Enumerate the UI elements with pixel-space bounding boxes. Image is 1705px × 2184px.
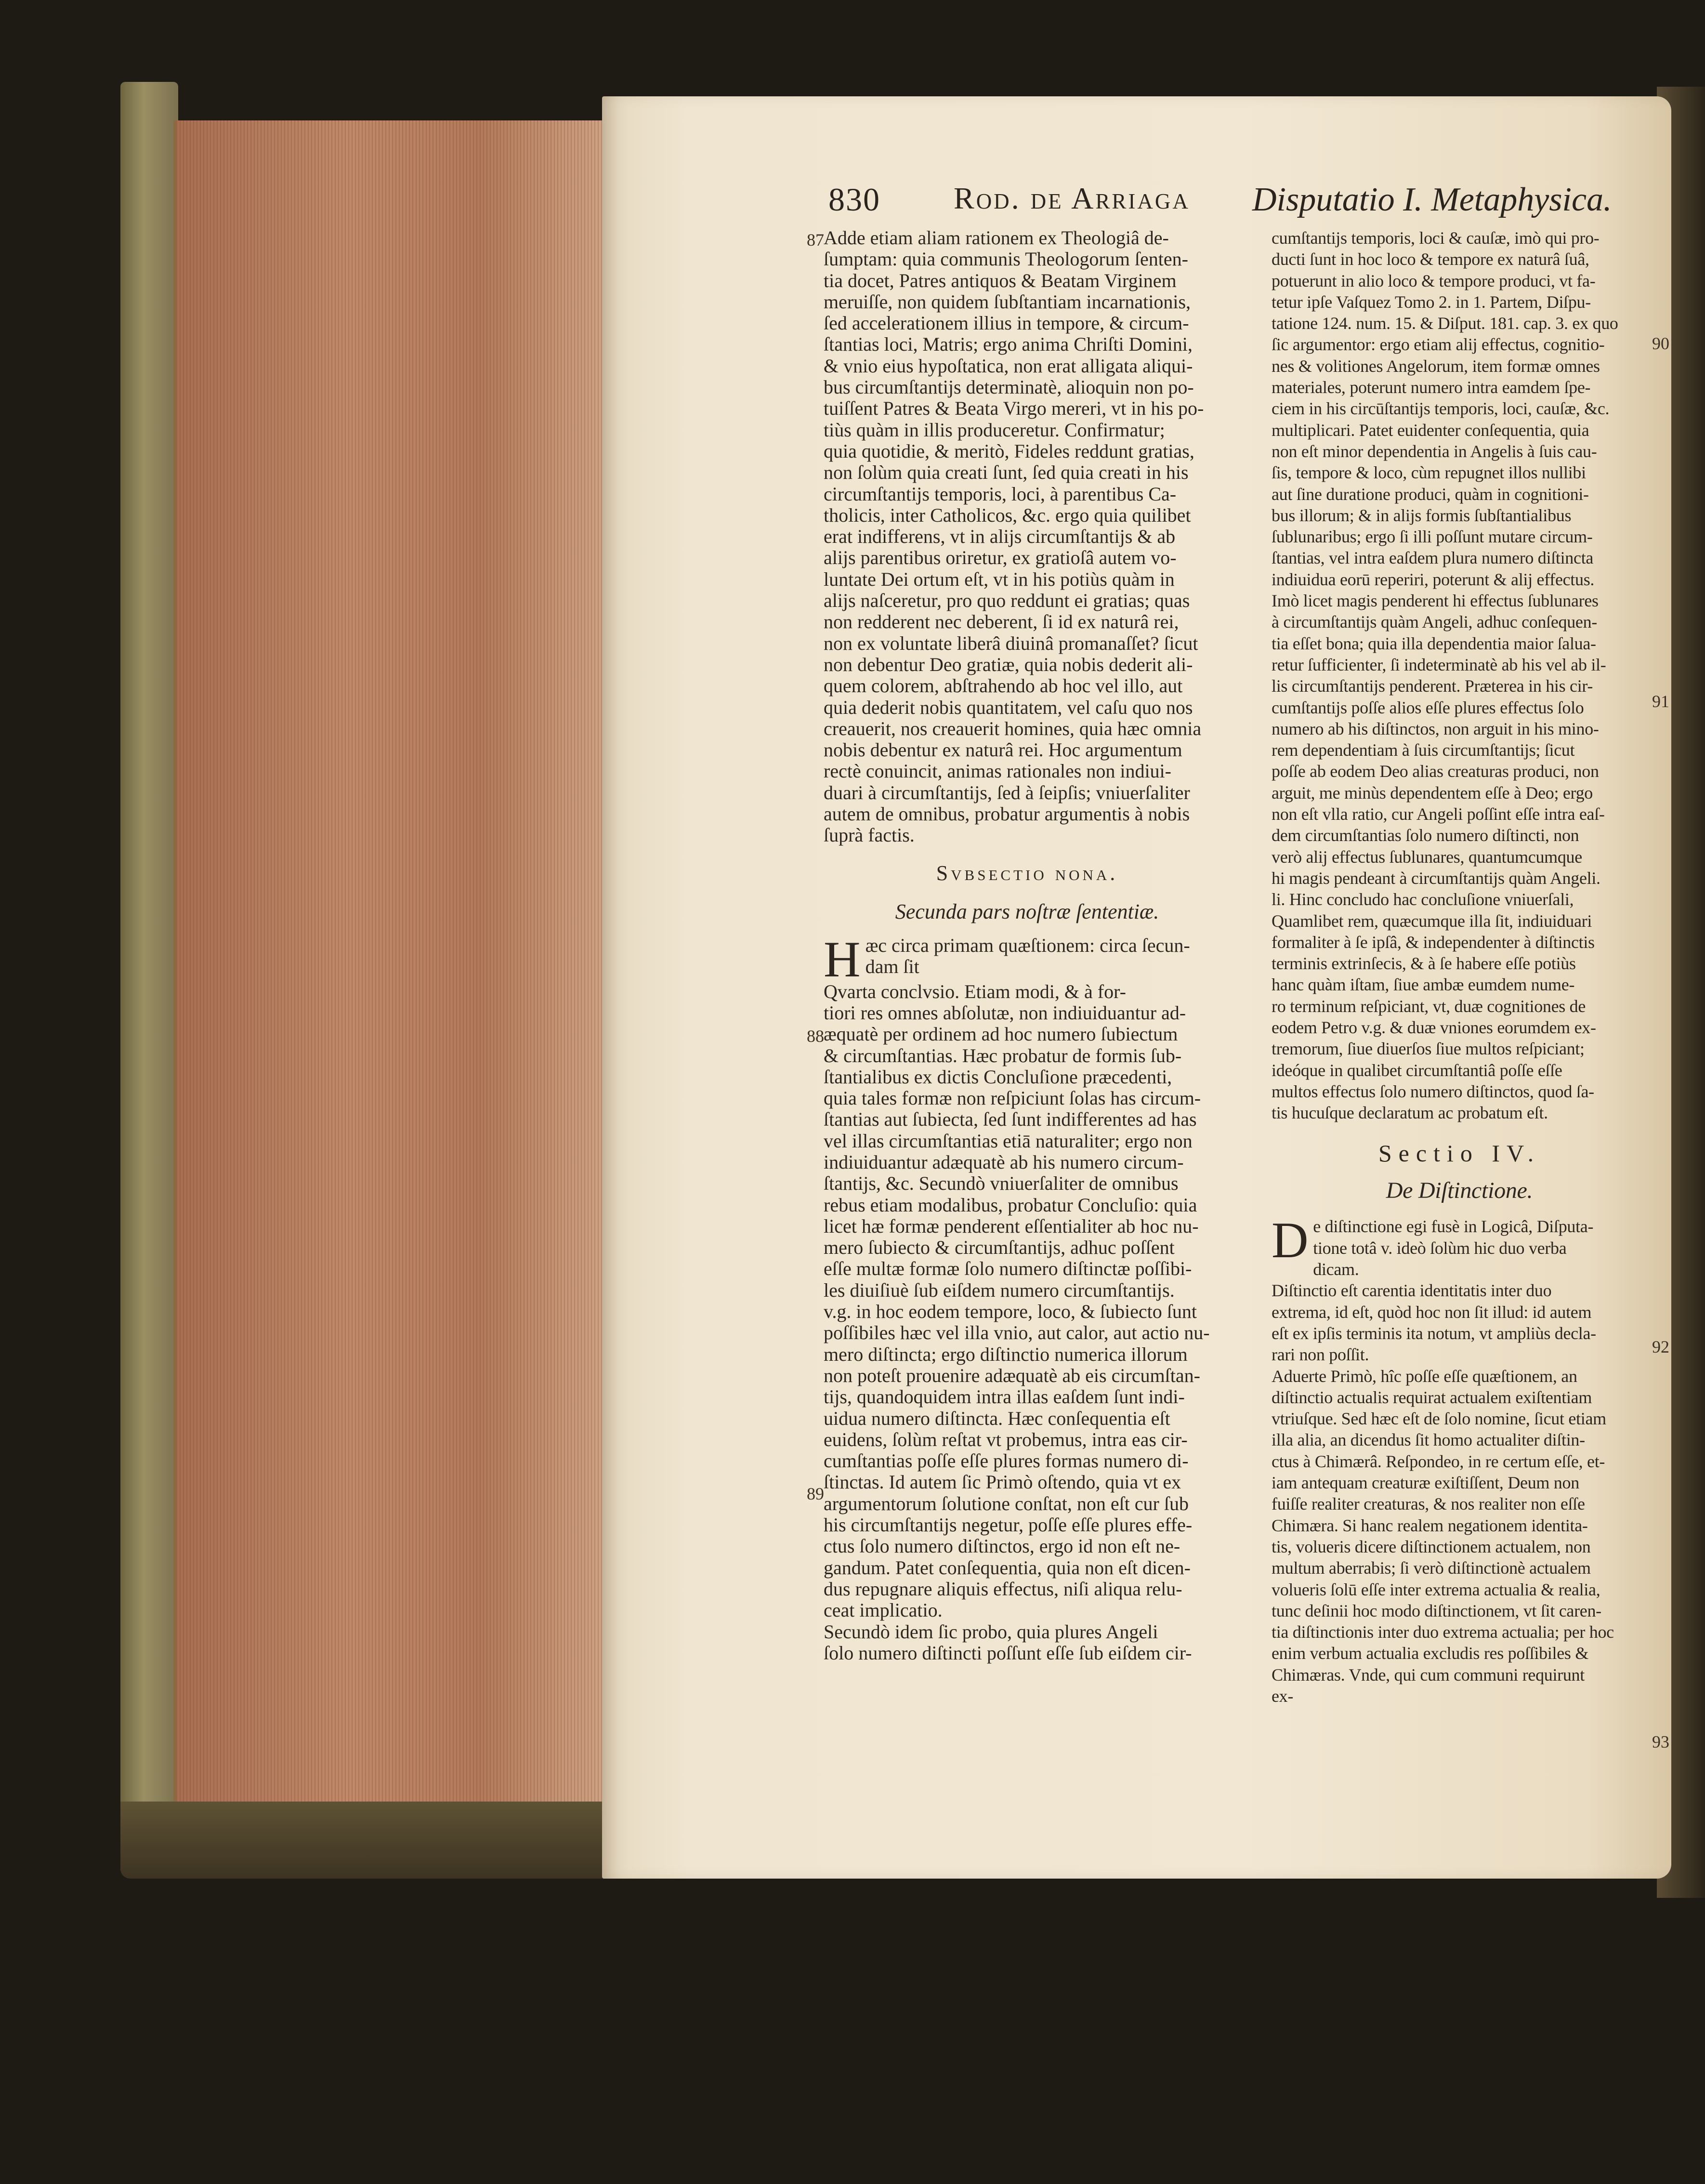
text-line: numero ab his diſtinctos, non arguit in his mino- xyxy=(1272,719,1599,738)
subsection-heading: Svbsectio nona. xyxy=(936,861,1118,885)
text-line: formaliter à ſe ipſâ, & independenter à diſtinctis xyxy=(1272,932,1595,952)
text-line: rari non poſſit. xyxy=(1272,1345,1369,1365)
text-line: vtriuſque. Sed hæc eſt de ſolo nomine, ſicut etiam xyxy=(1272,1409,1606,1429)
text-line: æquatè per ordinem ad hoc numero ſubiectum xyxy=(824,1024,1178,1045)
text-line: Quamlibet rem, quæcumque illa ſit, indiuiduari xyxy=(1272,911,1592,931)
text-line: mero ſubiecto & circumſtantijs, adhuc poſſent xyxy=(824,1237,1175,1259)
text-line: ſtinctas. Id autem ſic Primò oſtendo, quia vt ex xyxy=(824,1472,1181,1493)
text-line: licet hæ formæ penderent eſſentialiter ab hoc nu- xyxy=(824,1215,1199,1237)
text-line: luntate Dei ortum eſt, vt in his potiùs quàm in xyxy=(824,568,1175,590)
text-line: meruiſſe, non quidem ſubſtantiam incarnationis, xyxy=(824,291,1191,313)
text-line: indiuidua eorū reperiri, poterunt & alij effectus. xyxy=(1272,569,1595,589)
book-page xyxy=(602,96,1671,1879)
text-line: nobis debentur ex naturâ rei. Hoc argumentum xyxy=(824,739,1182,761)
text-line: multos effectus ſolo numero diſtinctos, quod ſa- xyxy=(1272,1081,1594,1101)
text-line: his circumſtantijs negetur, poſſe eſſe plures effe- xyxy=(824,1514,1193,1536)
text-line: volueris ſolū eſſe inter extrema actualia & realia, xyxy=(1272,1579,1600,1599)
text-line: duari à circumſtantijs, ſed à ſeipſis; vniuerſaliter xyxy=(824,782,1190,803)
text-line: retur ſufficienter, ſi indeterminatè ab his vel ab il- xyxy=(1272,655,1606,674)
text-line: rem dependentiam à ſuis circumſtantijs; ſicut xyxy=(1272,740,1575,760)
text-line: uidua numero diſtincta. Hæc conſequentia eſt xyxy=(824,1408,1170,1429)
text-line: ſis, tempore & loco, cùm repugnet illos nullibi xyxy=(1272,463,1586,483)
text-line: multiplicari. Patet euidenter conſequentia, quia xyxy=(1272,420,1589,440)
text-line: & circumſtantias. Hæc probatur de formis ſub- xyxy=(824,1045,1182,1066)
text-line: cumſtantijs temporis, loci & cauſæ, imò qui pro- xyxy=(1272,228,1600,248)
text-line: ſtantias, vel intra eaſdem plura numero diſtincta xyxy=(1272,548,1594,568)
text-line: non ſolùm quia creati ſunt, ſed quia creati in his xyxy=(824,462,1189,484)
page-edges-stack xyxy=(173,120,610,1835)
text-line: ſtantijs, &c. Secundò vniuerſaliter de omnibus xyxy=(824,1173,1179,1195)
text-line: quia dederit nobis quantitatem, vel caſu quo nos xyxy=(824,697,1193,718)
text-line: Chimæras. Vnde, qui cum communi requirunt xyxy=(1272,1665,1585,1684)
text-line: Chimæra. Si hanc realem negationem identita- xyxy=(1272,1515,1588,1535)
text-line: fuiſſe realiter creaturas, & nos realiter non eſſe xyxy=(1272,1494,1585,1514)
text-line: extrema, id eſt, quòd hoc non ſit illud: id autem xyxy=(1272,1302,1592,1322)
text-line: alijs parentibus oriretur, ex gratioſâ autem vo- xyxy=(824,547,1177,569)
text-line: illa alia, an dicendus ſit homo actualiter diſtin- xyxy=(1272,1430,1585,1450)
text-line: rebus etiam modalibus, probatur Concluſio: quia xyxy=(824,1194,1197,1216)
text-line: hi magis pendeant à circumſtantijs quàm Angeli. xyxy=(1272,868,1600,888)
header-author: Rod. de Arriaga xyxy=(954,181,1190,215)
text-line: tione totâ v. ideò ſolùm hic duo verba xyxy=(1313,1238,1567,1258)
text-line: quia tales formæ non reſpiciunt ſolas has circum- xyxy=(824,1088,1201,1109)
subsection-subtitle: Secunda pars noſtræ ſententiæ. xyxy=(895,899,1159,923)
text-line: aut ſine duratione produci, quàm in cognitioni- xyxy=(1272,484,1589,504)
text-line: diſtinctio actualis requirat actualem exiſtentiam xyxy=(1272,1387,1592,1407)
margin-number: 89 xyxy=(807,1484,824,1503)
text-line: ſtantialibus ex dictis Concluſione præcedenti, xyxy=(824,1066,1172,1088)
margin-number: 87 xyxy=(807,230,824,250)
running-header xyxy=(828,181,1612,224)
paragraph-with-dropcap xyxy=(824,931,1231,987)
text-line: non redderent nec deberent, ſi id ex naturâ rei, xyxy=(824,611,1179,633)
text-line: circumſtantijs temporis, loci, à parentibus Ca- xyxy=(824,483,1177,505)
text-line: potuerunt in alio loco & tempore produci, vt fa- xyxy=(1272,271,1596,290)
text-line: creauerit, nos creauerit homines, quia hæc omnia xyxy=(824,718,1202,739)
text-line: ſtantias loci, Matris; ergo anima Chriſti Domini, xyxy=(824,334,1193,355)
paragraph xyxy=(1272,227,1647,1123)
text-line: dus repugnare aliquis effectus, niſi aliqua relu- xyxy=(824,1578,1182,1600)
text-line: poſſibiles hæc vel illa vnio, aut calor, aut actio nu- xyxy=(824,1322,1210,1344)
margin-number: 92 xyxy=(1652,1337,1669,1356)
text-line: dicam. xyxy=(1313,1260,1359,1279)
text-line: nes & volitiones Angelorum, item formæ omnes xyxy=(1272,356,1600,376)
drop-cap: H xyxy=(824,931,861,987)
text-line: ſumptam: quia communis Theologorum ſenten- xyxy=(824,249,1188,270)
text-line: tuiſſent Patres & Beata Virgo mereri, vt in his po- xyxy=(824,398,1204,420)
text-line: non debentur Deo gratiæ, quia nobis dederit ali- xyxy=(824,654,1193,675)
book-cover-bottom xyxy=(120,1802,660,1879)
text-line: Secundò idem ſic probo, quia plures Angeli xyxy=(824,1621,1158,1643)
text-line: non eſt minor dependentia in Angelis à ſuis cau- xyxy=(1272,441,1597,461)
text-line: ſed accelerationem illius in tempore, & circum- xyxy=(824,313,1189,334)
text-line: ctus à Chimærâ. Reſpondeo, in re certum eſſe, et- xyxy=(1272,1451,1605,1471)
text-line: ſuprà factis. xyxy=(824,825,915,846)
text-line: ctus ſolo numero diſtinctos, ergo id non eſt ne- xyxy=(824,1536,1180,1557)
text-line: non ex voluntate liberâ diuinâ promanaſſet? ſicut xyxy=(824,632,1198,654)
text-line: ciem in his circūſtantijs temporis, loci, cauſæ, &c. xyxy=(1272,399,1610,419)
text-line: verò alij effectus ſublunares, quantumcumque xyxy=(1272,847,1582,867)
text-line: tunc deſinii hoc modo diſtinctionem, vt ſit caren- xyxy=(1272,1601,1601,1620)
text-line: tremorum, ſiue diuerſos ſiue multos reſpiciant; xyxy=(1272,1039,1585,1059)
text-line: tia eſſet bona; quia illa dependentia maior ſalua- xyxy=(1272,633,1596,653)
text-line: les diuiſiuè ſub eiſdem numero circumſtantijs. xyxy=(824,1279,1175,1301)
text-line: v.g. in hoc eodem tempore, loco, & ſubiecto ſunt xyxy=(824,1301,1197,1323)
text-line: eodem Petro v.g. & duæ vniones eorumdem ex- xyxy=(1272,1017,1596,1037)
text-line: tatione 124. num. 15. & Diſput. 181. cap. 3. ex quo xyxy=(1272,314,1618,333)
text-line: quem colorem, abſtrahendo ab hoc vel illo, aut xyxy=(824,675,1183,697)
text-line: quia quotidie, & meritò, Fideles reddunt gratias, xyxy=(824,440,1194,462)
margin-number: 88 xyxy=(807,1026,824,1046)
text-line: argumentorum ſolutione conſtat, non eſt cur ſub xyxy=(824,1493,1189,1514)
text-line: ſublunaribus; ergo ſi illi poſſunt mutare circum- xyxy=(1272,527,1593,547)
text-line: materiales, poterunt numero intra eamdem ſpe- xyxy=(1272,378,1591,397)
book-cover-spine xyxy=(120,82,178,1874)
text-line: non poteſt prouenire adæquatè ab eis circumſtan- xyxy=(824,1365,1200,1386)
text-line: Aduerte Primò, hîc poſſe eſſe quæſtionem, an xyxy=(1272,1366,1577,1386)
text-line: tia diſtinctionis inter duo extrema actualia; per hoc xyxy=(1272,1622,1614,1642)
text-line: lis circumſtantijs penderent. Præterea in his cir- xyxy=(1272,676,1593,696)
text-line: Imò licet magis penderent hi effectus ſublunares xyxy=(1272,591,1599,611)
text-line: li. Hinc concludo hac concluſione vniuerſali, xyxy=(1272,890,1574,909)
paragraph xyxy=(824,981,1231,1664)
text-line: indiuiduantur adæquatè ab his numero circum- xyxy=(824,1151,1184,1173)
text-line: tetur ipſe Vaſquez Tomo 2. in 1. Partem, Diſpu- xyxy=(1272,292,1591,312)
text-line: autem de omnibus, probatur argumentis à nobis xyxy=(824,803,1190,825)
text-line: hanc quàm iſtam, ſiue ambæ eumdem nume- xyxy=(1272,975,1575,995)
text-line: à circumſtantijs quàm Angeli, adhuc conſequen- xyxy=(1272,612,1597,632)
text-line: dem circumſtantias ſolo numero diſtincti, non xyxy=(1272,826,1579,845)
text-line: tia docet, Patres antiquos & Beatam Virginem xyxy=(824,270,1177,291)
paragraph xyxy=(824,227,1231,846)
text-line: tiùs quàm in illis produceretur. Confirmatur; xyxy=(824,419,1165,441)
text-line: Diſtinctio eſt carentia identitatis inter duo xyxy=(1272,1281,1552,1301)
text-line: rectè conuincit, animas rationales non indiui- xyxy=(824,761,1171,782)
text-line: & vnio eius hypoſtatica, non erat alligata aliqui- xyxy=(824,355,1193,377)
text-line: enim verbum actualia excludis res poſſibiles & xyxy=(1272,1644,1589,1663)
text-line: tijs, quandoquidem intra illas eaſdem ſunt indi- xyxy=(824,1386,1185,1408)
text-line: ex- xyxy=(1272,1686,1294,1706)
margin-number: 90 xyxy=(1652,334,1669,353)
text-line: e diſtinctione egi fusè in Logicâ, Diſputa- xyxy=(1313,1217,1594,1237)
text-line: ceat implicatio. xyxy=(824,1600,943,1621)
drop-cap: D xyxy=(1272,1212,1309,1269)
text-line: arguit, me minùs dependentem eſſe à Deo; ergo xyxy=(1272,783,1593,803)
text-line: alijs naſceretur, pro quo reddunt ei gratias; quas xyxy=(824,590,1190,612)
text-line: ſolo numero diſtincti poſſunt eſſe ſub eiſdem cir- xyxy=(824,1642,1192,1664)
text-line: vel illas circumſtantias etiā naturaliter; ergo non xyxy=(824,1130,1193,1152)
text-line: dam ſit xyxy=(865,956,919,977)
text-line: bus circumſtantijs determinatè, alioquin non po- xyxy=(824,377,1194,398)
text-line: tis hucuſque declaratum ac probatum eſt. xyxy=(1272,1103,1548,1123)
text-line: multum aberrabis; ſi verò diſtinctionè actualem xyxy=(1272,1558,1591,1578)
margin-number: 91 xyxy=(1652,692,1669,711)
paragraph-with-dropcap xyxy=(1272,1212,1647,1280)
text-line: non eſt vlla ratio, cur Angeli poſſint eſſe intra eaſ- xyxy=(1272,804,1605,824)
text-line: ro terminum reſpiciant, vt, duæ cognitiones de xyxy=(1272,996,1586,1016)
text-line: ducti ſunt in hoc loco & tempore ex naturâ ſuâ, xyxy=(1272,250,1589,269)
text-line: ideóque in qualibet circumſtantiâ poſſe eſſe xyxy=(1272,1060,1562,1080)
text-line: poſſe ab eodem Deo alias creaturas produci, non xyxy=(1272,762,1599,781)
text-line: eſt ex ipſis terminis ita notum, vt ampliùs decla- xyxy=(1272,1323,1596,1343)
text-line: ſic argumentor: ergo etiam alij effectus, cognitio- xyxy=(1272,335,1605,355)
text-line: cumſtantias poſſe eſſe plures formas numero di- xyxy=(824,1450,1189,1472)
margin-number: 93 xyxy=(1652,1732,1669,1751)
header-title: Disputatio I. Metaphysica. xyxy=(1252,181,1612,218)
text-line: gandum. Patet conſequentia, quia non eſt dicen- xyxy=(824,1557,1191,1579)
text-line: ſtantias aut ſubiecta, ſed ſunt indifferentes ad has xyxy=(824,1109,1197,1131)
left-column xyxy=(824,227,1231,1664)
text-line: tiori res omnes abſolutæ, non indiuiduantur ad- xyxy=(824,1002,1186,1024)
section-heading: Sectio IV. xyxy=(1378,1140,1541,1167)
text-line: eſſe multæ formæ ſolo numero diſtinctæ poſſibi- xyxy=(824,1258,1192,1280)
text-line: tis, volueris dicere diſtinctionem actualem, non xyxy=(1272,1537,1591,1556)
text-line: mero diſtincta; ergo diſtinctio numerica illorum xyxy=(824,1343,1188,1365)
text-line: tholicis, inter Catholicos, &c. ergo quia quilibet xyxy=(824,504,1191,526)
section-subtitle: De Diſtinctione. xyxy=(1386,1178,1533,1204)
text-line: bus illorum; & in alijs formis ſubſtantialibus xyxy=(1272,505,1572,525)
text-line: iam antequam creaturæ exiſtiſſent, Deum non xyxy=(1272,1473,1579,1493)
text-line: erat indifferens, vt in alijs circumſtantijs & ab xyxy=(824,526,1176,548)
right-column xyxy=(1272,227,1647,1707)
text-line: Adde etiam aliam rationem ex Theologiâ de- xyxy=(824,227,1169,249)
text-line: Qvarta conclvsio. Etiam modi, & à for- xyxy=(824,981,1126,1002)
text-line: euidens, ſolùm reſtat vt probemus, intra eas cir- xyxy=(824,1429,1188,1450)
text-line: terminis extrinſecis, & à ſe habere eſſe potiùs xyxy=(1272,954,1576,974)
text-line: æc circa primam quæſtionem: circa ſecun- xyxy=(865,934,1190,956)
page-number: 830 xyxy=(828,181,880,218)
text-line: cumſtantijs poſſe alios eſſe plures effectus ſolo xyxy=(1272,697,1584,717)
paragraph xyxy=(1272,1280,1647,1707)
